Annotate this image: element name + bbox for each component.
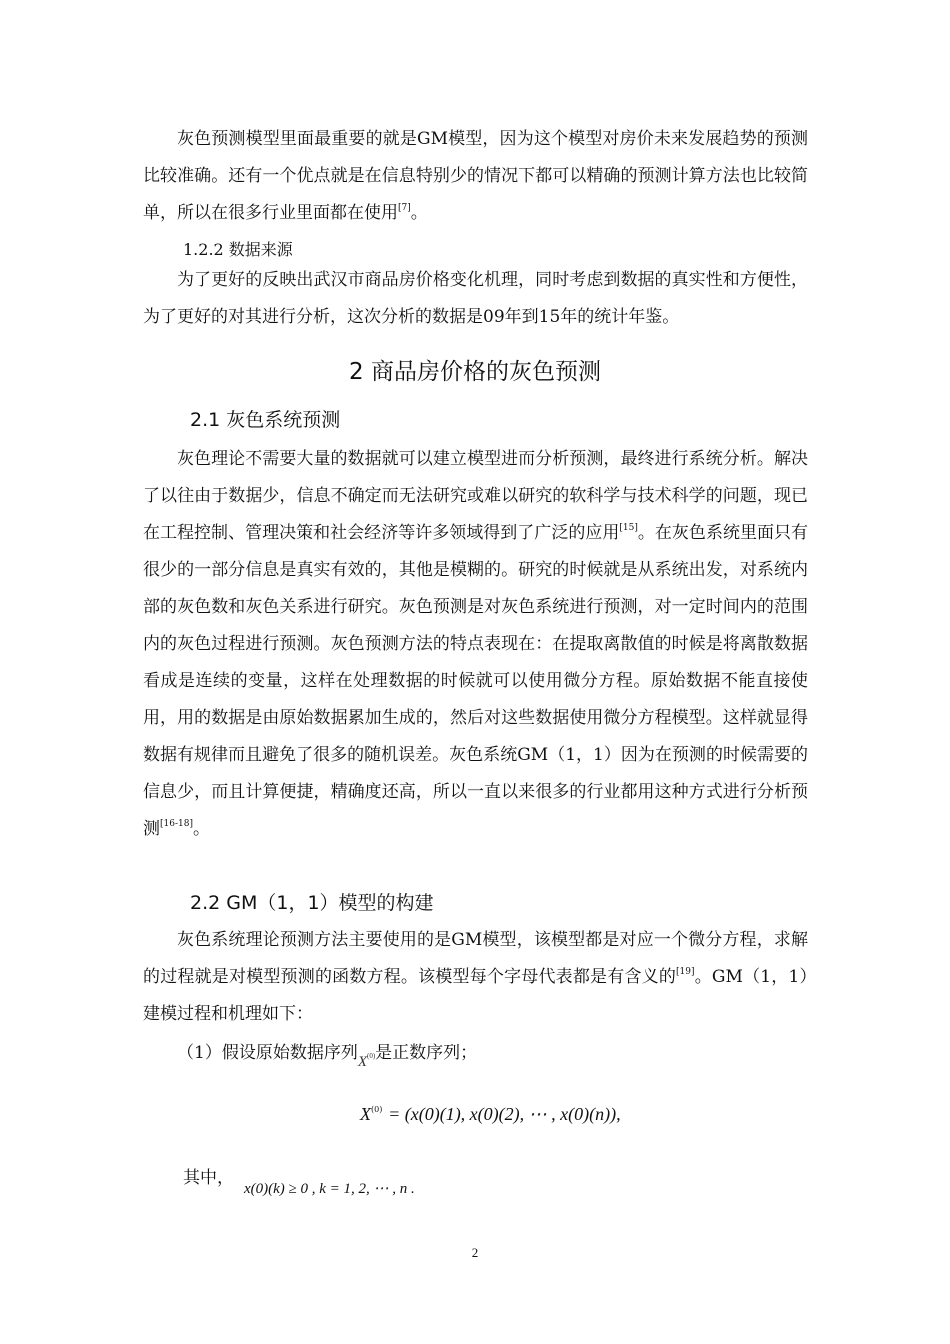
section-2-2-heading: 2.2 GM（1，1）模型的构建 (190, 892, 434, 914)
where-label: 其中， (183, 1168, 234, 1188)
equation-rhs: = (x(0)(1), x(0)(2), ⋯ , x(0)(n)), (388, 1104, 621, 1124)
paragraph-end: 。GM（1，1）建模过程和机理如下： (143, 967, 808, 1024)
citation: [7] (398, 203, 411, 213)
section-2-1-heading: 2.1 灰色系统预测 (190, 409, 341, 431)
section-1-2-2-heading: 1.2.2 数据来源 (183, 240, 293, 259)
paragraph-text: 。在灰色系统里面只有很少的一部分信息是真实有效的，其他是模糊的。研究的时候就是从系统出发，对系统内部的灰色数和灰色关系进行研究。灰色预测是对灰色系统进行预测，对一定时间内的范围内的灰色过程进行预测。灰色预测方法的特点表现在：在提取离散值的时候是将离散数据看成是连续的变量，这样在处理数据的时候就可以使用微分方程。原始数据不能直接使用，用的数据是由原始数据累加生成的，然后对这些数据使用微分方程模型。这样就显得数据有规律而且避免了很多的随机误差。灰色系统GM（1，1）因为在预测的时候需要的信息少，而且计算便捷，精确度还高，所以一直以来很多的行业都用这种方式进行分析预测 (143, 523, 809, 839)
paragraph-text: 灰色系统理论预测方法主要使用的是GM模型，该模型都是对应一个微分方程，求解的过程就是对模型预测的函数方程。该模型每个字母代表都是有含义的 (143, 930, 808, 987)
paragraph-end: 。 (410, 203, 428, 223)
paragraph-gm-model (143, 922, 808, 1033)
step-1-paragraph (143, 1035, 808, 1073)
paragraph-data-source: 为了更好的反映出武汉市商品房价格变化机理，同时考虑到数据的真实性和方便性，为了更好的对其进行分析，这次分析的数据是09年到15年的统计年鉴。 (143, 270, 808, 327)
page-number: 2 (471, 1245, 479, 1260)
citation: [15] (619, 523, 638, 533)
math-variable: $X^{(0)}$ (357, 1052, 376, 1070)
equation-lhs: X (360, 1104, 371, 1124)
equation-sequence: $X^{(0)} = (x(0)(1)$, x(0)(2), ⋯ , x(0)(n)), (360, 1104, 621, 1124)
paragraph-gm-intro (143, 121, 808, 232)
where-condition: x(0)(k) ≥ 0 , k = 1, 2, ⋯ , n . (244, 1181, 415, 1197)
paragraph-end: 。 (192, 819, 210, 839)
step-text: （1）假设原始数据序列 (177, 1043, 358, 1063)
paragraph-text: 灰色预测模型里面最重要的就是GM模型，因为这个模型对房价未来发展趋势的预测比较准确。还有一个优点就是在信息特别少的情况下都可以精确的预测计算方法也比较简单，所以在很多行业里面都在使用 (143, 129, 808, 223)
chapter-2-title: 2 商品房价格的灰色预测 (349, 359, 601, 385)
citation: [19] (676, 967, 695, 977)
where-line (183, 1163, 415, 1197)
paragraph-grey-system (143, 441, 808, 848)
citation: [16-18] (160, 819, 193, 829)
step-text-end: 是正数序列； (375, 1043, 478, 1063)
paragraph-text: 灰色理论不需要大量的数据就可以建立模型进而分析预测，最终进行系统分析。解决了以往由于数据少，信息不确定而无法研究或难以研究的软科学与技术科学的问题，现已在工程控制、管理决策和社会经济等许多领域得到了广泛的应用 (143, 449, 808, 543)
